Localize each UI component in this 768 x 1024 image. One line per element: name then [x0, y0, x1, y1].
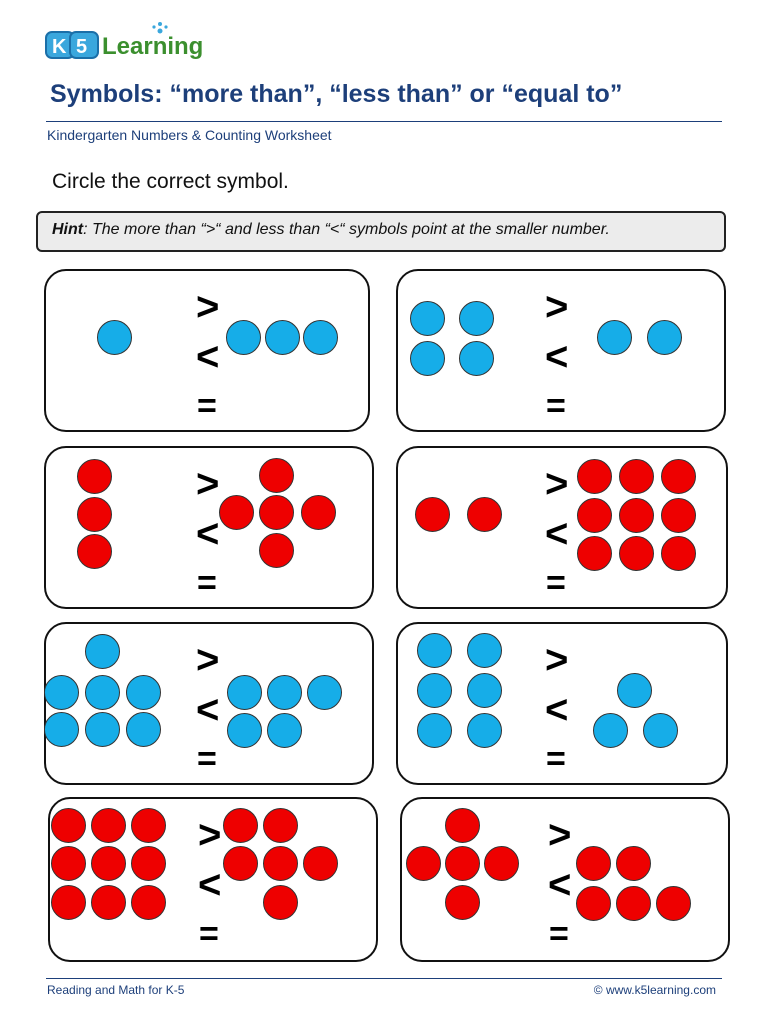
- less-than-symbol[interactable]: <: [545, 335, 569, 379]
- left-counter-dot: [467, 673, 502, 708]
- title-rule: [46, 121, 722, 122]
- left-counter-dot: [51, 846, 86, 881]
- problem-panel: [396, 269, 726, 432]
- right-counter-dot: [219, 495, 254, 530]
- less-than-symbol[interactable]: <: [545, 512, 569, 556]
- right-counter-dot: [263, 846, 298, 881]
- instruction-text: Circle the correct symbol.: [52, 170, 289, 193]
- left-counter-dot: [85, 675, 120, 710]
- footer-rule: [46, 978, 722, 979]
- equal-symbol[interactable]: =: [549, 915, 569, 953]
- less-than-symbol[interactable]: <: [198, 863, 222, 907]
- right-counter-dot: [223, 846, 258, 881]
- left-counter-dot: [445, 846, 480, 881]
- right-counter-dot: [593, 713, 628, 748]
- greater-than-symbol[interactable]: >: [196, 462, 220, 506]
- right-counter-dot: [577, 498, 612, 533]
- greater-than-symbol[interactable]: >: [196, 638, 220, 682]
- worksheet-subtitle: Kindergarten Numbers & Counting Worksheet: [47, 127, 332, 143]
- left-counter-dot: [77, 534, 112, 569]
- left-counter-dot: [131, 885, 166, 920]
- left-counter-dot: [445, 885, 480, 920]
- hint-text: : The more than “>“ and less than “<“ symbols point at the smaller number.: [83, 221, 610, 238]
- right-counter-dot: [619, 498, 654, 533]
- k5-learning-logo: [44, 18, 209, 64]
- equal-symbol[interactable]: =: [546, 564, 566, 602]
- left-counter-dot: [417, 633, 452, 668]
- problem-panel: [44, 622, 374, 785]
- right-counter-dot: [259, 458, 294, 493]
- greater-than-symbol[interactable]: >: [545, 462, 569, 506]
- right-counter-dot: [647, 320, 682, 355]
- left-counter-dot: [77, 497, 112, 532]
- hint-box: [36, 211, 726, 252]
- right-counter-dot: [577, 536, 612, 571]
- right-counter-dot: [263, 808, 298, 843]
- worksheet-title: Symbols: “more than”, “less than” or “equal to”: [50, 80, 623, 108]
- less-than-symbol[interactable]: <: [545, 688, 569, 732]
- left-counter-dot: [131, 808, 166, 843]
- right-counter-dot: [226, 320, 261, 355]
- right-counter-dot: [576, 886, 611, 921]
- problem-panel: [44, 446, 374, 609]
- right-counter-dot: [661, 498, 696, 533]
- problem-panel: [44, 269, 370, 432]
- problem-panel: [396, 446, 728, 609]
- less-than-symbol[interactable]: <: [196, 512, 220, 556]
- left-counter-dot: [85, 634, 120, 669]
- greater-than-symbol[interactable]: >: [545, 285, 569, 329]
- right-counter-dot: [265, 320, 300, 355]
- svg-text:K: K: [52, 36, 67, 58]
- problem-panel: [396, 622, 728, 785]
- problem-panel: [48, 797, 378, 962]
- right-counter-dot: [643, 713, 678, 748]
- right-counter-dot: [303, 320, 338, 355]
- left-counter-dot: [410, 301, 445, 336]
- right-counter-dot: [619, 536, 654, 571]
- left-counter-dot: [51, 885, 86, 920]
- left-counter-dot: [445, 808, 480, 843]
- footer-copyright: © www.k5learning.com: [593, 983, 716, 997]
- problem-panel: [400, 797, 730, 962]
- left-counter-dot: [77, 459, 112, 494]
- right-counter-dot: [259, 495, 294, 530]
- right-counter-dot: [267, 713, 302, 748]
- left-counter-dot: [131, 846, 166, 881]
- right-counter-dot: [307, 675, 342, 710]
- right-counter-dot: [227, 713, 262, 748]
- left-counter-dot: [410, 341, 445, 376]
- left-counter-dot: [91, 846, 126, 881]
- less-than-symbol[interactable]: <: [548, 863, 572, 907]
- right-counter-dot: [656, 886, 691, 921]
- left-counter-dot: [91, 885, 126, 920]
- left-counter-dot: [467, 713, 502, 748]
- right-counter-dot: [303, 846, 338, 881]
- left-counter-dot: [459, 301, 494, 336]
- left-counter-dot: [417, 713, 452, 748]
- equal-symbol[interactable]: =: [197, 564, 217, 602]
- right-counter-dot: [619, 459, 654, 494]
- greater-than-symbol[interactable]: >: [545, 638, 569, 682]
- footer-tagline: Reading and Math for K-5: [47, 983, 185, 997]
- less-than-symbol[interactable]: <: [196, 335, 220, 379]
- left-counter-dot: [467, 497, 502, 532]
- right-counter-dot: [661, 459, 696, 494]
- right-counter-dot: [617, 673, 652, 708]
- hint-label: Hint: [52, 221, 84, 238]
- left-counter-dot: [417, 673, 452, 708]
- left-counter-dot: [126, 712, 161, 747]
- left-counter-dot: [44, 675, 79, 710]
- left-counter-dot: [467, 633, 502, 668]
- right-counter-dot: [616, 886, 651, 921]
- right-counter-dot: [223, 808, 258, 843]
- right-counter-dot: [259, 533, 294, 568]
- right-counter-dot: [577, 459, 612, 494]
- right-counter-dot: [597, 320, 632, 355]
- greater-than-symbol[interactable]: >: [196, 285, 220, 329]
- right-counter-dot: [227, 675, 262, 710]
- left-counter-dot: [44, 712, 79, 747]
- left-counter-dot: [85, 712, 120, 747]
- left-counter-dot: [91, 808, 126, 843]
- right-counter-dot: [263, 885, 298, 920]
- right-counter-dot: [301, 495, 336, 530]
- svg-text:5: 5: [76, 36, 88, 58]
- left-counter-dot: [97, 320, 132, 355]
- equal-symbol[interactable]: =: [197, 740, 217, 778]
- left-counter-dot: [406, 846, 441, 881]
- equal-symbol[interactable]: =: [197, 387, 217, 425]
- svg-text:Learning: Learning: [102, 33, 204, 60]
- equal-symbol[interactable]: =: [546, 740, 566, 778]
- greater-than-symbol[interactable]: >: [198, 813, 222, 857]
- right-counter-dot: [267, 675, 302, 710]
- greater-than-symbol[interactable]: >: [548, 813, 572, 857]
- left-counter-dot: [459, 341, 494, 376]
- equal-symbol[interactable]: =: [546, 387, 566, 425]
- left-counter-dot: [484, 846, 519, 881]
- left-counter-dot: [51, 808, 86, 843]
- left-counter-dot: [126, 675, 161, 710]
- equal-symbol[interactable]: =: [199, 915, 219, 953]
- right-counter-dot: [576, 846, 611, 881]
- right-counter-dot: [661, 536, 696, 571]
- less-than-symbol[interactable]: <: [196, 688, 220, 732]
- left-counter-dot: [415, 497, 450, 532]
- right-counter-dot: [616, 846, 651, 881]
